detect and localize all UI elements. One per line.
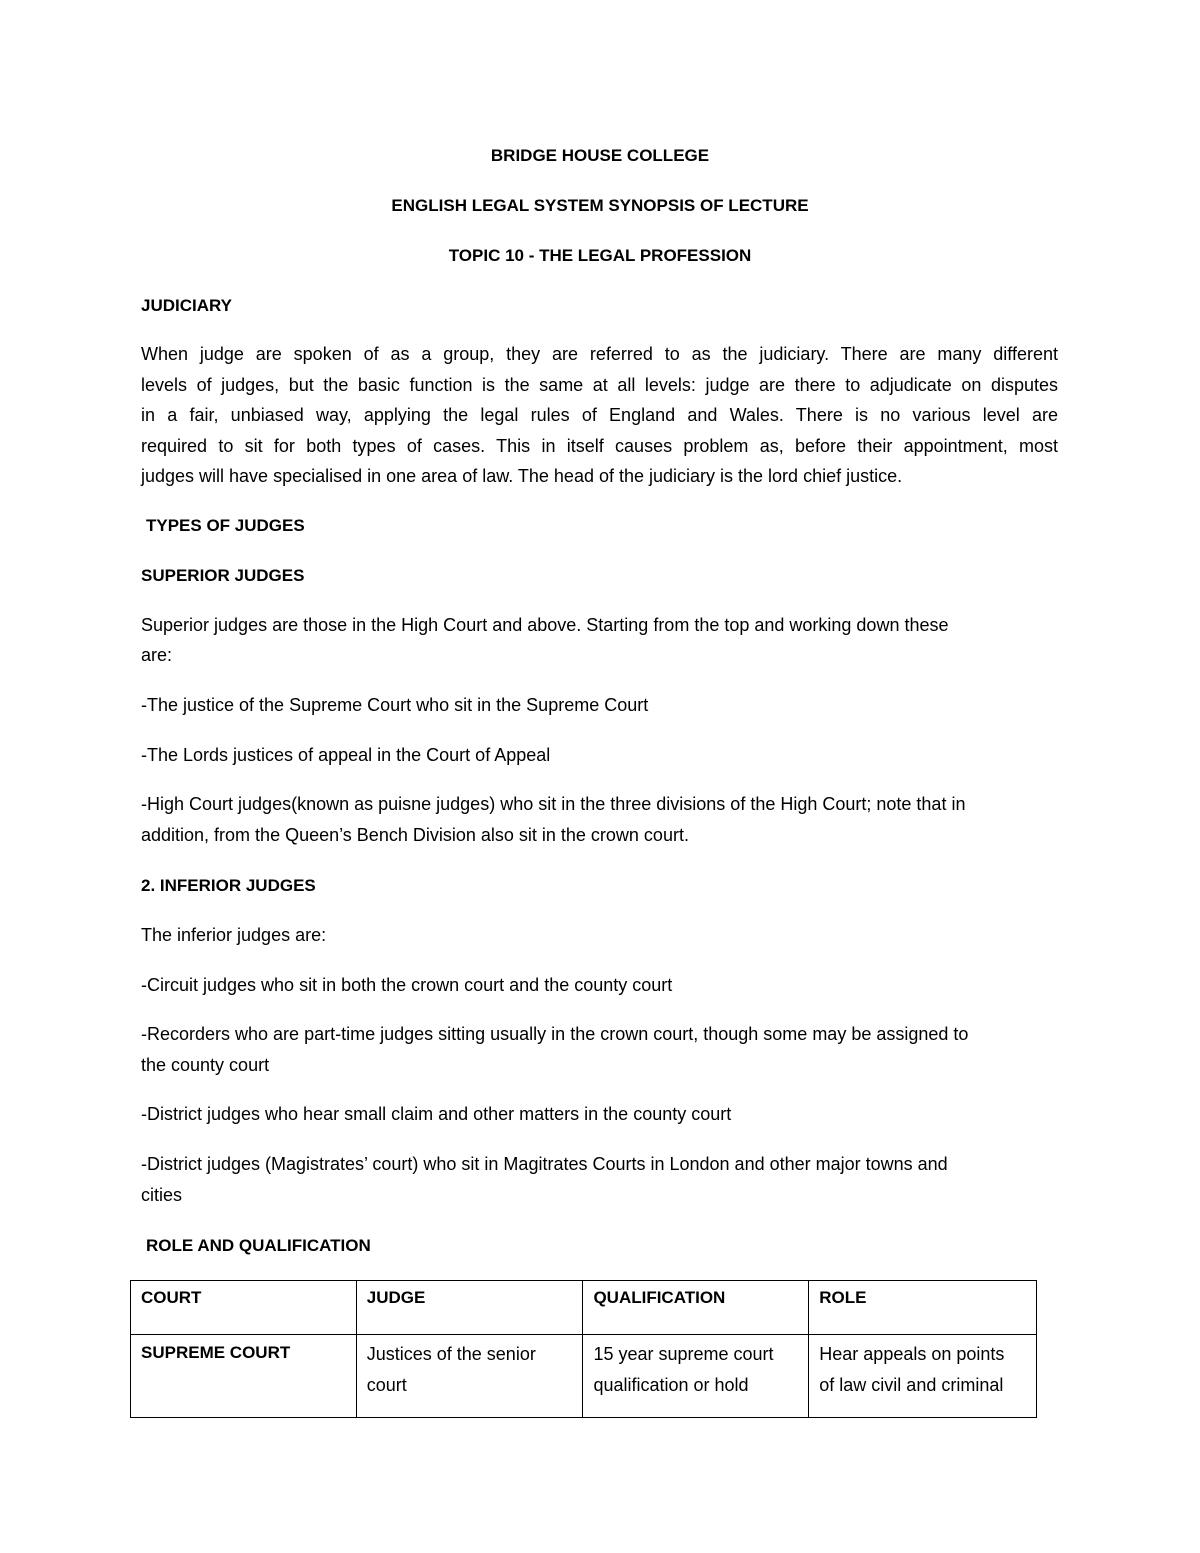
- superior-item: -The Lords justices of appeal in the Court of Appeal: [141, 745, 551, 765]
- cell-line: Hear appeals on points: [819, 1344, 1005, 1364]
- paragraph-line: When judge are spoken of as a group, they are referred to as the judiciary. There are many different: [141, 344, 1058, 364]
- topic-title: TOPIC 10 - THE LEGAL PROFESSION: [448, 246, 752, 265]
- inferior-heading: 2. INFERIOR JUDGES: [141, 876, 316, 895]
- inferior-item: -District judges (Magistrates’ court) who sit in Magitrates Courts in London and other major towns and: [141, 1154, 948, 1174]
- roles-heading: ROLE AND QUALIFICATION: [146, 1236, 371, 1255]
- superior-item: -The justice of the Supreme Court who sit in the Supreme Court: [141, 695, 649, 715]
- inferior-item: cities: [141, 1185, 183, 1205]
- paragraph-line: required to sit for both types of cases. This in itself causes problem as, before their appointment, most: [141, 436, 1058, 456]
- inferior-item: -Circuit judges who sit in both the crown court and the county court: [141, 975, 673, 995]
- judge-cell: [356, 1335, 583, 1418]
- paragraph-line: judges will have specialised in one area of law. The head of the judiciary is the lord chief justice.: [141, 466, 903, 486]
- paragraph-line: in a fair, unbiased way, applying the legal rules of England and Wales. There is no various level are: [141, 405, 1058, 425]
- cell-line: qualification or hold: [593, 1375, 749, 1395]
- college-title: BRIDGE HOUSE COLLEGE: [490, 146, 710, 165]
- column-header: ROLE: [809, 1281, 1037, 1335]
- cell-line: Justices of the senior: [366, 1344, 536, 1364]
- types-heading: TYPES OF JUDGES: [146, 516, 305, 535]
- cell-line: of law civil and criminal: [819, 1375, 1004, 1395]
- role-qualification-table: [130, 1280, 1037, 1418]
- paragraph-line: levels of judges, but the basic function is the same at all levels: judge are there to adjudicate on disputes: [141, 375, 1058, 395]
- inferior-item: -Recorders who are part-time judges sitting usually in the crown court, though some may be assigned to: [141, 1024, 969, 1044]
- inferior-intro: The inferior judges are:: [141, 925, 327, 945]
- course-title: ENGLISH LEGAL SYSTEM SYNOPSIS OF LECTURE: [391, 196, 809, 215]
- column-header: COURT: [131, 1281, 357, 1335]
- superior-item: -High Court judges(known as puisne judges) who sit in the three divisions of the High Court; note that in: [141, 794, 966, 814]
- table-header-row: [131, 1281, 1037, 1335]
- table-row: [131, 1335, 1037, 1418]
- cell-line: court: [366, 1375, 407, 1395]
- qualification-cell: [583, 1335, 809, 1418]
- cell-line: 15 year supreme court: [593, 1344, 774, 1364]
- superior-intro-line: Superior judges are those in the High Court and above. Starting from the top and working down these: [141, 615, 949, 635]
- role-cell: [809, 1335, 1037, 1418]
- column-header: JUDGE: [356, 1281, 583, 1335]
- court-cell: SUPREME COURT: [131, 1335, 357, 1418]
- column-header: QUALIFICATION: [583, 1281, 809, 1335]
- superior-heading: SUPERIOR JUDGES: [141, 566, 305, 585]
- inferior-item: -District judges who hear small claim and other matters in the county court: [141, 1104, 732, 1124]
- superior-item: addition, from the Queen’s Bench Division also sit in the crown court.: [141, 825, 689, 845]
- superior-intro-line: are:: [141, 645, 173, 665]
- judiciary-heading: JUDICIARY: [141, 296, 232, 315]
- inferior-item: the county court: [141, 1055, 270, 1075]
